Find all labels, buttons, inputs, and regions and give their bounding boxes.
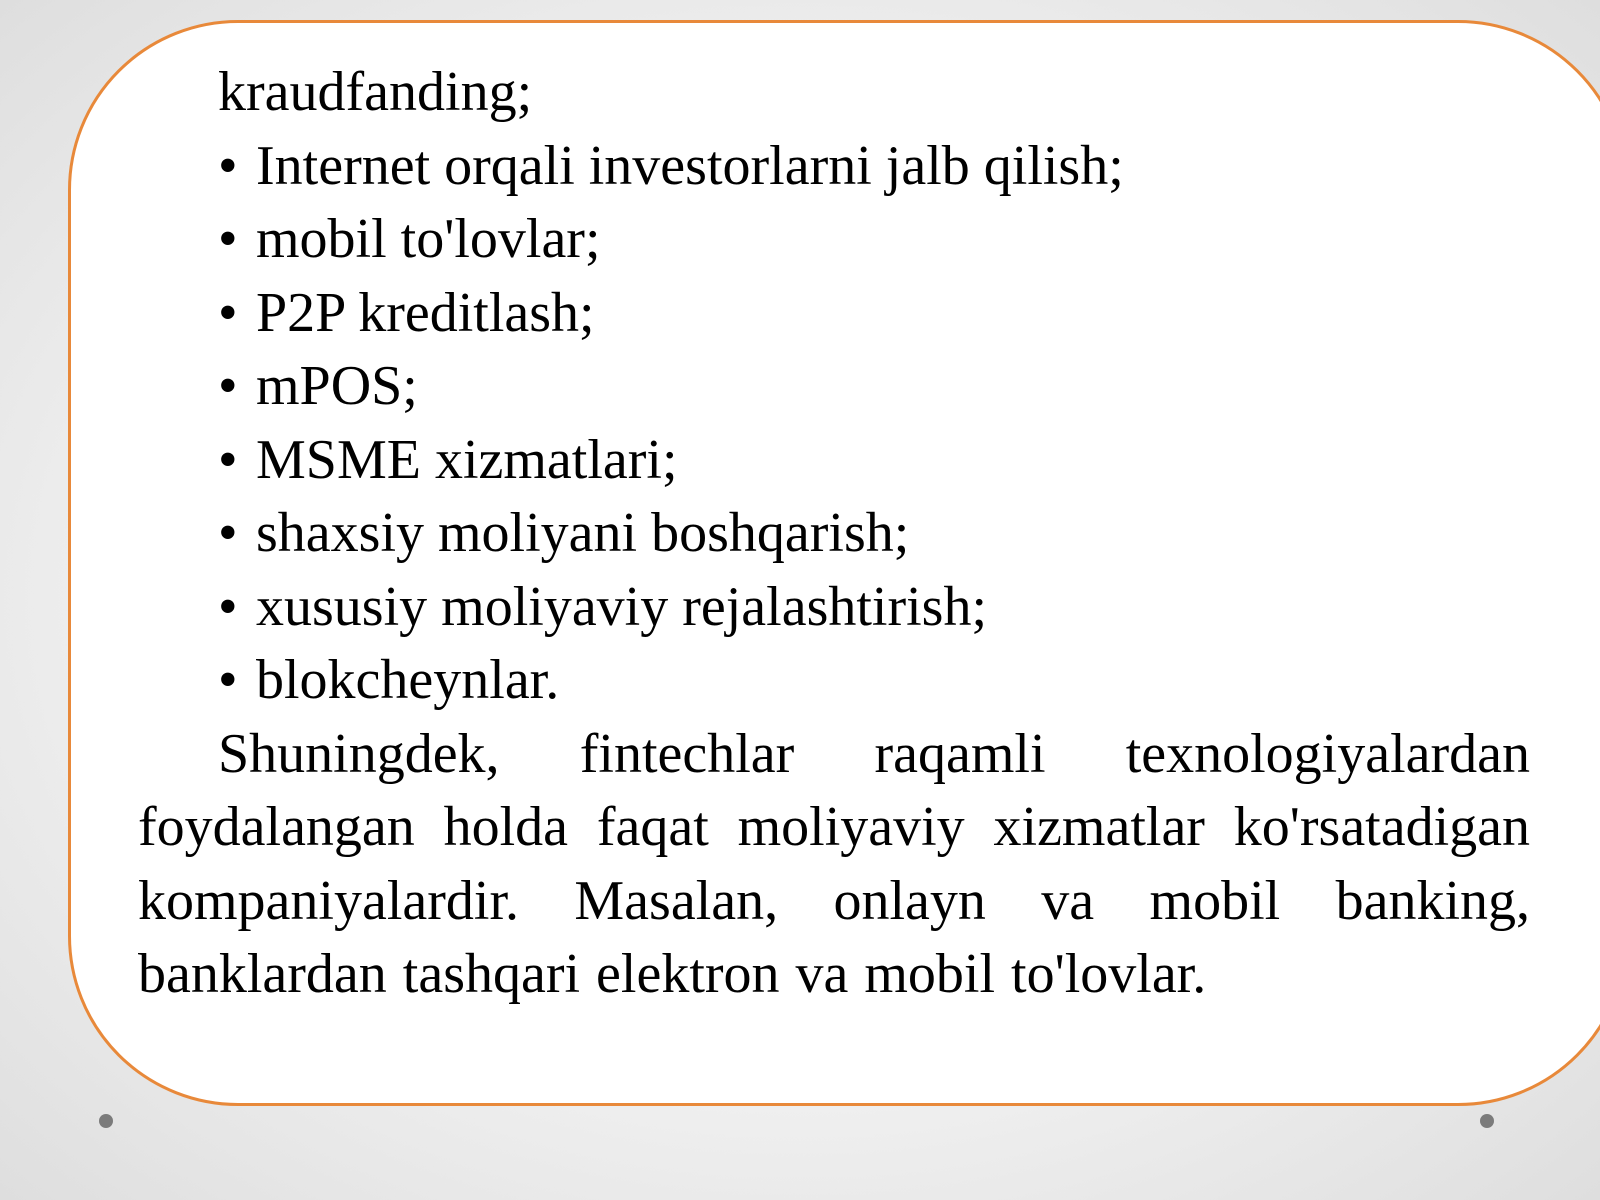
bullet-text: mobil to'lovlar; xyxy=(256,208,601,270)
first-line: kraudfanding; xyxy=(218,61,533,123)
bullet-text: P2P kreditlash; xyxy=(256,281,595,344)
bullet-item xyxy=(138,277,1530,351)
bullet-item xyxy=(138,350,1530,424)
bullet-icon: • xyxy=(218,134,238,197)
bullet-icon: • xyxy=(218,649,238,711)
bullet-icon: • xyxy=(218,208,238,270)
bullet-text: blokcheynlar. xyxy=(256,649,560,711)
bullet-item xyxy=(138,424,1530,498)
bullet-icon: • xyxy=(218,281,238,344)
bullet-item xyxy=(138,130,1530,204)
nav-dot-left xyxy=(99,1114,113,1128)
bullet-text: xususiy moliyaviy rejalashtirish; xyxy=(256,575,988,638)
bullet-icon: • xyxy=(218,575,238,638)
body-paragraph: Shuningdek, fintechlar raqamli texnologiyalardan foydalangan holda faqat moliyaviy xizmatlar ko'rsatadigan kompaniyalardir. Masalan, onlayn va mobil banking, banklardan tashqari elektron va mobil to'lovlar. xyxy=(138,722,1530,1005)
bullet-item xyxy=(138,203,1530,277)
bullet-item xyxy=(138,571,1530,645)
bullet-text: shaxsiy moliyani boshqarish; xyxy=(256,502,910,564)
bullet-item xyxy=(138,497,1530,571)
bullet-icon: • xyxy=(218,428,238,491)
nav-dot-right xyxy=(1480,1114,1494,1128)
bullet-text: mPOS; xyxy=(256,355,418,417)
bullet-icon: • xyxy=(218,355,238,417)
bullet-item xyxy=(138,644,1530,718)
bullet-text: Internet orqali investorlarni jalb qilish; xyxy=(256,134,1124,197)
slide-content xyxy=(138,56,1530,1012)
bullet-text: MSME xizmatlari; xyxy=(256,428,678,491)
bullet-icon: • xyxy=(218,502,238,564)
